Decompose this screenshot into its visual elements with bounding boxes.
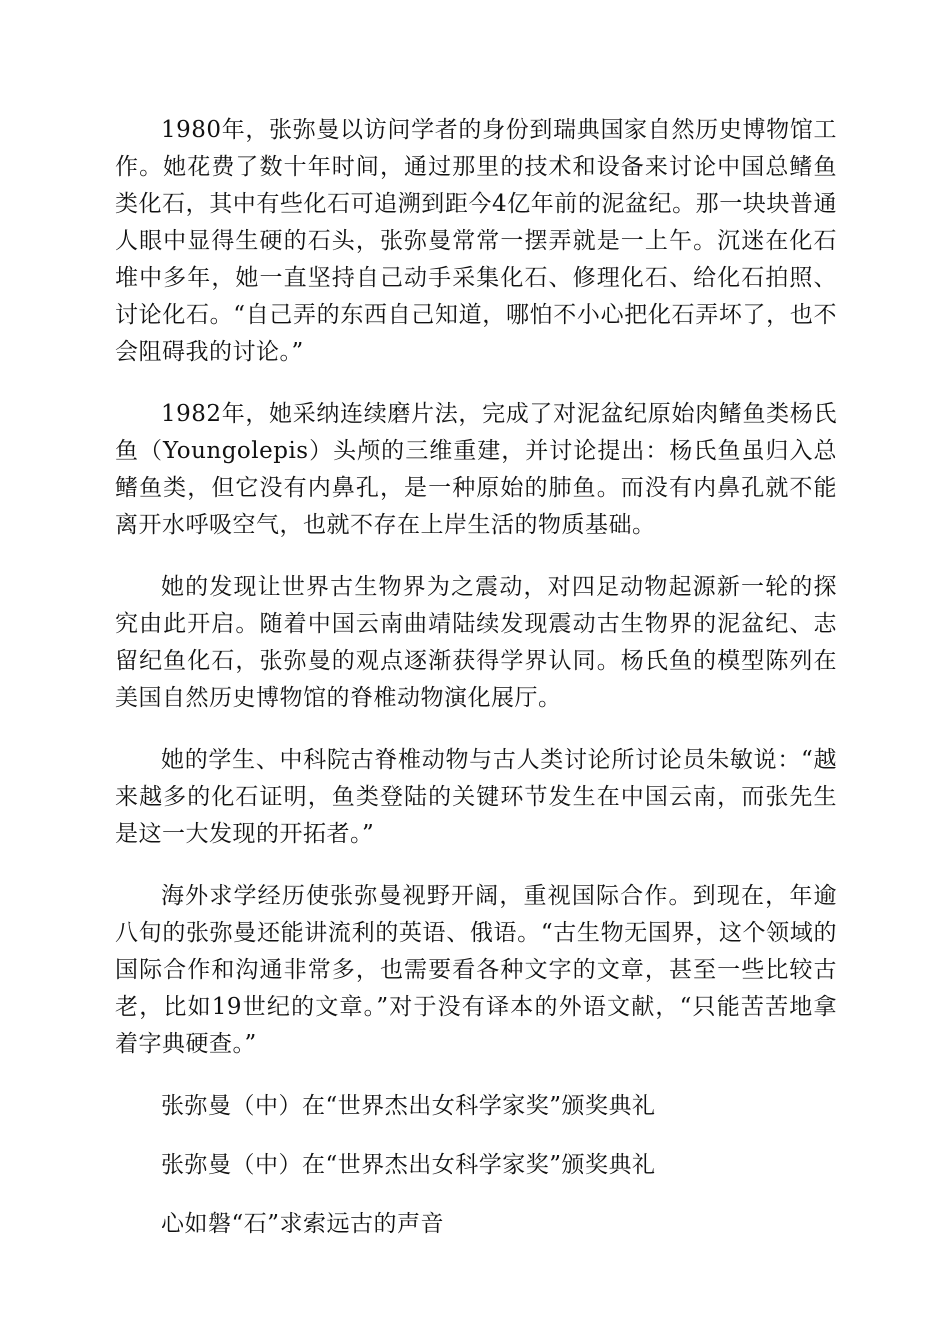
paragraph-1: 1980年，张弥曼以访问学者的身份到瑞典国家自然历史博物馆工作。她花费了数十年时间，通过那里的技术和设备来讨论中国总鳍鱼类化石，其中有些化石可追溯到距今4亿年前的泥盆纪。那一块块普通人眼中显得生硬的石头，张弥曼常常一摆弄就是一上午。沉迷在化石堆中多年，她一直坚持自己动手采集化石、修理化石、给化石拍照、讨论化石。“自己弄的东西自己知道，哪怕不小心把化石弄坏了，也不会阻碍我的讨论。”	[115, 117, 837, 365]
paragraph-2: 1982年，她采纳连续磨片法，完成了对泥盆纪原始肉鳍鱼类杨氏鱼（Youngolepis）头颅的三维重建，并讨论提出：杨氏鱼虽归入总鳍鱼类，但它没有内鼻孔，是一种原始的肺鱼。而没有内鼻孔就不能离开水呼吸空气，也就不存在上岸生活的物质基础。	[115, 401, 837, 538]
photo-caption-2: 张弥曼（中）在“世界杰出女科学家奖”颁奖典礼	[161, 1152, 656, 1178]
article-body	[115, 112, 837, 1265]
photo-caption-1: 张弥曼（中）在“世界杰出女科学家奖”颁奖典礼	[161, 1093, 656, 1119]
paragraph-3: 她的发现让世界古生物界为之震动，对四足动物起源新一轮的探究由此开启。随着中国云南曲靖陆续发现震动古生物界的泥盆纪、志留纪鱼化石，张弥曼的观点逐渐获得学界认同。杨氏鱼的模型陈列在美国自然历史博物馆的脊椎动物演化展厅。	[115, 574, 837, 711]
paragraph-5: 海外求学经历使张弥曼视野开阔，重视国际合作。到现在，年逾八旬的张弥曼还能讲流利的英语、俄语。“古生物无国界，这个领域的国际合作和沟通非常多，也需要看各种文字的文章，甚至一些比较古老，比如19世纪的文章。”对于没有译本的外语文献，“只能苦苦地拿着字典硬查。”	[115, 883, 837, 1057]
section-heading: 心如磐“石”求索远古的声音	[161, 1211, 445, 1237]
paragraph-4: 她的学生、中科院古脊椎动物与古人类讨论所讨论员朱敏说：“越来越多的化石证明，鱼类登陆的关键环节发生在中国云南，而张先生是这一大发现的开拓者。”	[115, 747, 837, 847]
